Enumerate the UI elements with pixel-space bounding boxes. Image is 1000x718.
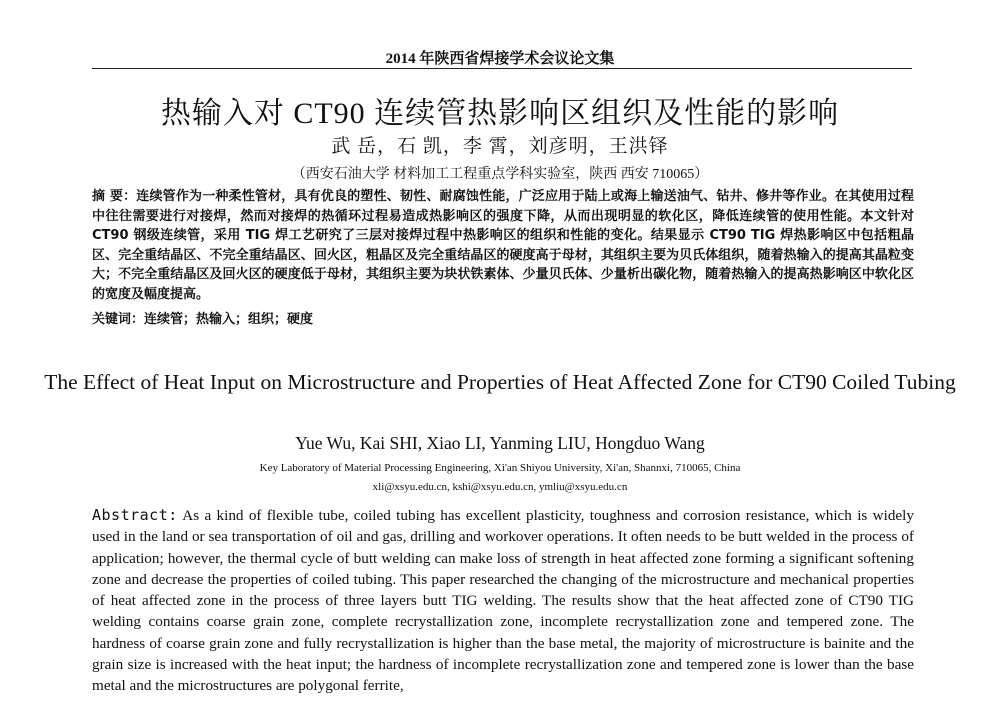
- chinese-abstract-label: 摘 要：: [92, 189, 137, 204]
- chinese-abstract: [92, 187, 914, 305]
- chinese-keywords-text: 连续管；热输入；组织；硬度: [144, 312, 314, 327]
- chinese-affiliation: （西安石油大学 材料加工工程重点学科实验室，陕西 西安 710065）: [291, 167, 709, 182]
- english-emails: xli@xsyu.edu.cn, kshi@xsyu.edu.cn, ymliu@xsyu.edu.cn: [372, 481, 628, 493]
- proceedings-header: 2014 年陕西省焊接学术会议论文集: [385, 51, 615, 67]
- english-authors: Yue Wu, Kai SHI, Xiao LI, Yanming LIU, Hongduo Wang: [295, 433, 705, 453]
- chinese-keywords-label: 关键词：: [92, 312, 145, 327]
- chinese-authors: 武 岳，石 凯，李 霄，刘彦明，王洪铎: [331, 136, 669, 157]
- header-rule: [92, 68, 912, 69]
- english-affiliation: Key Laboratory of Material Processing Engineering, Xi'an Shiyou University, Xi'an, Shannxi, 710065, China: [259, 462, 741, 474]
- english-abstract: [92, 505, 914, 697]
- english-title: The Effect of Heat Input on Microstructure and Properties of Heat Affected Zone for CT90 Coiled Tubing: [44, 370, 956, 394]
- english-abstract-label: Abstract:: [92, 506, 178, 524]
- chinese-abstract-text: 连续管作为一种柔性管材，具有优良的塑性、韧性、耐腐蚀性能，广泛应用于陆上或海上输送油气、钻井、修井等作业。在其使用过程中往往需要进行对接焊，然而对接焊的热循环过程易造成热影响区的强度下降，从而出现明显的软化区，降低连续管的使用性能。本文针对 CT90 钢级连续管，采用 TIG 焊工艺研究了三层对接焊过程中热影响区的组织和性能的变化。结果显示 CT90 TIG 焊热影响区中包括粗晶区、完全重结晶区、不完全重结晶区、回火区，粗晶区及完全重结晶区的硬度高于母材，其组织主要为贝氏体组织，随着热输入的提高其晶粒变大；不完全重结晶区及回火区的硬度低于母材，其组织主要为块状铁素体、少量贝氏体、少量析出碳化物，随着热输入的提高热影响区中软化区的宽度及幅度提高。: [92, 189, 914, 302]
- chinese-title: 热输入对 CT90 连续管热影响区组织及性能的影响: [160, 97, 840, 130]
- english-abstract-text: As a kind of flexible tube, coiled tubing has excellent plasticity, toughness and corrosion resistance, which is widely used in the land or sea transportation of oil and gas, drilling and workover operations. It often needs to be butt welded in the process of application; however, the thermal cycle of butt welding can make loss of strength in heat affected zone forming a significant softening zone and decrease the properties of coiled tubing. This paper researched the changing of the microstructure and mechanical properties of heat affected zone in the process of three layers butt TIG welding. The results show that the heat affected zone of CT90 TIG welding contains coarse grain zone, complete recrystallization zone, incomplete recrystallization zone and tempered zone. The hardness of coarse grain zone and fully recrystallization is higher than the base metal, the majority of microstructure is bainite and the grain size is increased with the heat input; the hardness of incomplete recrystallization zone and tempered zone is lower than the base metal and the microstructures are polygonal ferrite,: [92, 507, 914, 695]
- chinese-keywords: [92, 310, 914, 329]
